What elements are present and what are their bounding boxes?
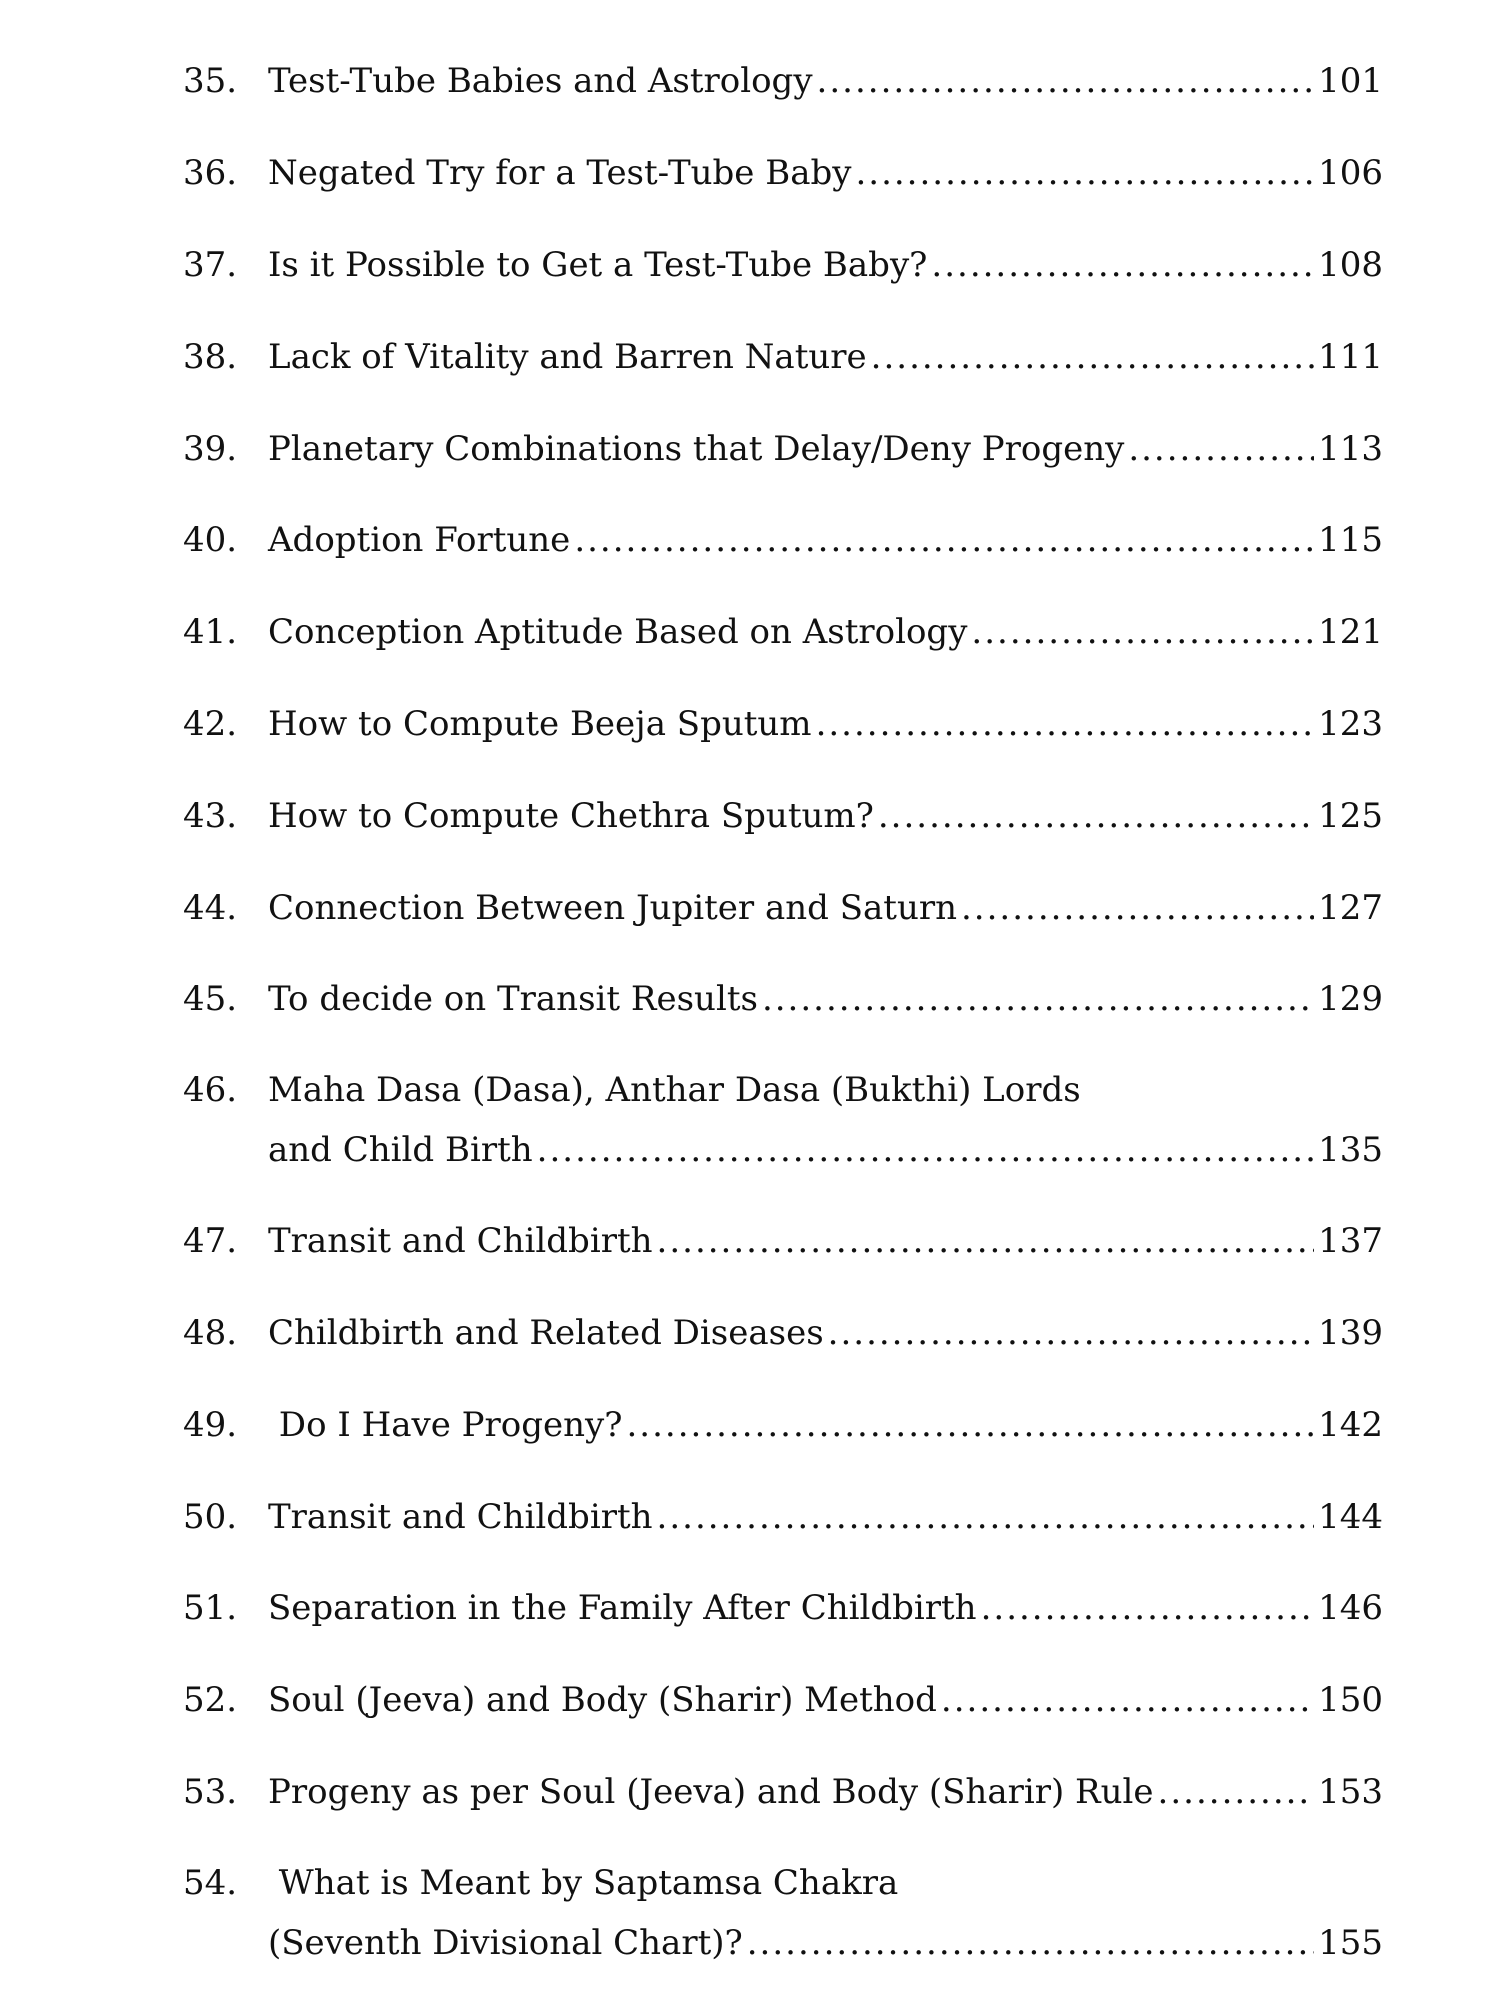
- entry-title: Transit and Childbirth: [268, 1221, 653, 1262]
- entry-number: 49.: [183, 1404, 238, 1445]
- toc-entry: [183, 1762, 1383, 1822]
- entry-title: Do I Have Progeny?: [268, 1404, 623, 1445]
- entry-title: How to Compute Chethra Sputum?: [268, 795, 874, 836]
- entry-number: 47.: [183, 1221, 238, 1262]
- toc-entry: [183, 1670, 1383, 1730]
- entry-title-continued: (Seventh Divisional Chart)?: [268, 1922, 743, 1963]
- entry-number: 37.: [183, 245, 238, 286]
- dot-leader: [1158, 1762, 1315, 1822]
- entry-page-number: 115: [1318, 520, 1383, 561]
- entry-page-number: 123: [1318, 704, 1383, 745]
- entry-number: 54.: [183, 1862, 238, 1903]
- entry-number: 42.: [183, 704, 238, 745]
- toc-entry: [183, 327, 1383, 387]
- entry-page-number: 106: [1318, 153, 1383, 194]
- dot-leader: [657, 1211, 1315, 1271]
- entry-page-number: 139: [1318, 1313, 1383, 1354]
- entry-page-number: 111: [1318, 336, 1383, 377]
- entry-title: Separation in the Family After Childbirth: [268, 1588, 977, 1629]
- toc-entry: [183, 1211, 1383, 1271]
- entry-number: 50.: [183, 1496, 238, 1537]
- dot-leader: [855, 143, 1314, 203]
- dot-leader: [574, 510, 1314, 570]
- entry-title: Progeny as per Soul (Jeeva) and Body (Sharir) Rule: [268, 1772, 1154, 1813]
- entry-number: 51.: [183, 1588, 238, 1629]
- entry-title: Maha Dasa (Dasa), Anthar Dasa (Bukthi) Lords: [268, 1069, 1081, 1110]
- entry-number: 45.: [183, 979, 238, 1020]
- toc-entry: [183, 786, 1383, 846]
- dot-leader: [931, 235, 1314, 295]
- dot-leader: [817, 51, 1315, 111]
- dot-leader: [941, 1670, 1314, 1730]
- toc-entry: [183, 1395, 1383, 1455]
- entry-number: 52.: [183, 1680, 238, 1721]
- toc-entry: [183, 694, 1383, 754]
- toc-entry: [183, 602, 1383, 662]
- entry-page-number: 135: [1318, 1129, 1383, 1170]
- toc-entry: [183, 51, 1383, 111]
- entry-page-number: 127: [1318, 887, 1383, 928]
- toc-entry: [183, 1487, 1383, 1547]
- entry-number: 41.: [183, 612, 238, 653]
- dot-leader: [871, 327, 1314, 387]
- entry-page-number: 125: [1318, 795, 1383, 836]
- dot-leader: [1128, 419, 1314, 479]
- dot-leader: [971, 602, 1314, 662]
- toc-entry: [183, 1303, 1383, 1363]
- entry-title: Connection Between Jupiter and Saturn: [268, 887, 957, 928]
- entry-page-number: 129: [1318, 979, 1383, 1020]
- entry-title: To decide on Transit Results: [268, 979, 758, 1020]
- entry-title: Conception Aptitude Based on Astrology: [268, 612, 968, 653]
- toc-entry: [183, 969, 1383, 1029]
- entry-page-number: 101: [1318, 61, 1383, 102]
- entry-title-continued: and Child Birth: [268, 1129, 533, 1170]
- toc-entry: [183, 1578, 1383, 1638]
- entry-page-number: 142: [1318, 1404, 1383, 1445]
- entry-title: How to Compute Beeja Sputum: [268, 704, 812, 745]
- entry-title: Lack of Vitality and Barren Nature: [268, 336, 867, 377]
- entry-title: Test-Tube Babies and Astrology: [268, 61, 813, 102]
- toc-entry: [183, 235, 1383, 295]
- dot-leader: [828, 1303, 1314, 1363]
- entry-number: 38.: [183, 336, 238, 377]
- dot-leader: [657, 1487, 1315, 1547]
- entry-page-number: 121: [1318, 612, 1383, 653]
- entry-number: 46.: [183, 1069, 238, 1110]
- toc-entry: [183, 1060, 1383, 1180]
- entry-page-number: 155: [1318, 1922, 1383, 1963]
- entry-page-number: 144: [1318, 1496, 1383, 1537]
- entry-number: 40.: [183, 520, 238, 561]
- entry-title: Is it Possible to Get a Test-Tube Baby?: [268, 245, 928, 286]
- toc-entry: [183, 1853, 1383, 1973]
- entry-page-number: 113: [1318, 428, 1383, 469]
- entry-page-number: 137: [1318, 1221, 1383, 1262]
- dot-leader: [747, 1913, 1314, 1973]
- toc-entry: [183, 510, 1383, 570]
- dot-leader: [816, 694, 1315, 754]
- dot-leader: [537, 1120, 1314, 1180]
- entry-page-number: 153: [1318, 1772, 1383, 1813]
- entry-title: Negated Try for a Test-Tube Baby: [268, 153, 852, 194]
- dot-leader: [961, 878, 1314, 938]
- entry-title: Childbirth and Related Diseases: [268, 1313, 824, 1354]
- dot-leader: [981, 1578, 1315, 1638]
- entry-title: What is Meant by Saptamsa Chakra: [268, 1862, 899, 1903]
- entry-number: 35.: [183, 61, 238, 102]
- entry-page-number: 146: [1318, 1588, 1383, 1629]
- dot-leader: [762, 969, 1314, 1029]
- toc-entry: [183, 878, 1383, 938]
- dot-leader: [878, 786, 1314, 846]
- dot-leader: [626, 1395, 1314, 1455]
- entry-page-number: 108: [1318, 245, 1383, 286]
- entry-number: 44.: [183, 887, 238, 928]
- entry-title: Transit and Childbirth: [268, 1496, 653, 1537]
- toc-entry: [183, 419, 1383, 479]
- entry-page-number: 150: [1318, 1680, 1383, 1721]
- entry-title: Planetary Combinations that Delay/Deny Progeny: [268, 428, 1125, 469]
- entry-number: 39.: [183, 428, 238, 469]
- entry-number: 36.: [183, 153, 238, 194]
- entry-number: 43.: [183, 795, 238, 836]
- entry-title: Soul (Jeeva) and Body (Sharir) Method: [268, 1680, 937, 1721]
- entry-number: 48.: [183, 1313, 238, 1354]
- entry-title: Adoption Fortune: [268, 520, 571, 561]
- toc-entry: [183, 143, 1383, 203]
- entry-number: 53.: [183, 1772, 238, 1813]
